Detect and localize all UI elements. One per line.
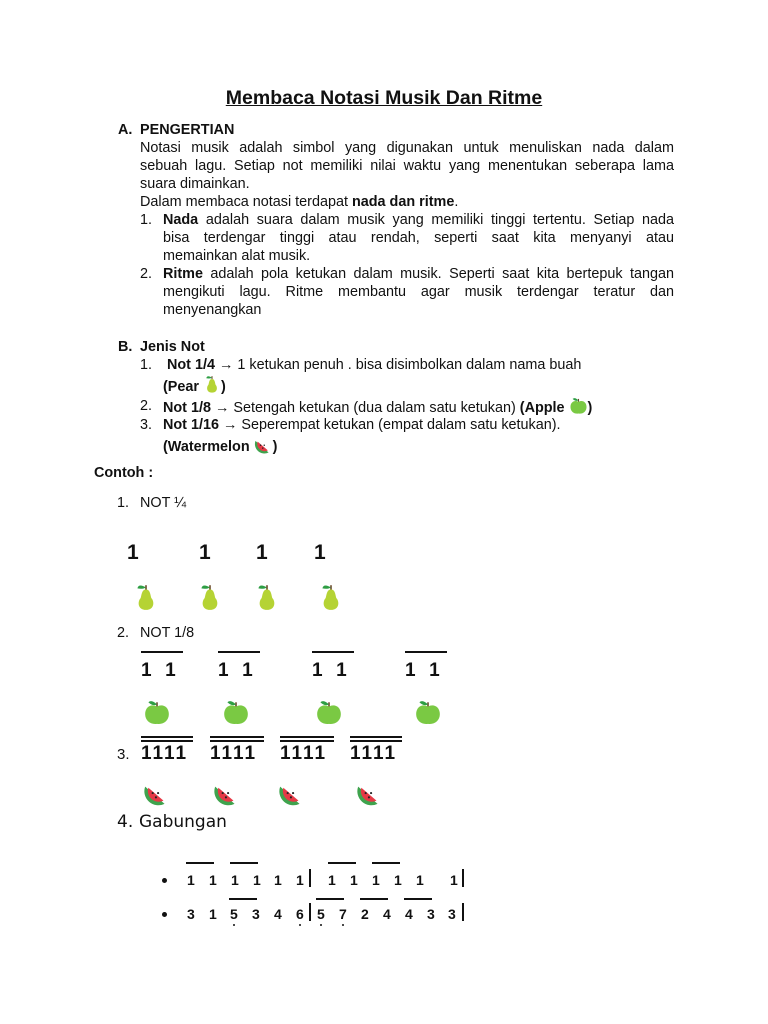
list-number: 1. — [140, 357, 153, 373]
beam-line — [210, 740, 264, 742]
list-number: 2. — [140, 266, 153, 282]
note: 1 — [328, 872, 336, 888]
list-number: 2. — [140, 398, 153, 414]
list-item-not-eighth: Not 1/8 → Setengah ketukan (dua dalam satu ketukan) (Apple ) — [163, 397, 592, 417]
note: 4 — [274, 906, 282, 922]
beam-line — [218, 651, 260, 653]
note: 3 — [187, 906, 195, 922]
beam-line — [141, 651, 183, 653]
note-quarter: 1 — [256, 541, 268, 564]
note: 1 — [253, 872, 261, 888]
beam-line — [230, 862, 258, 864]
section-a-heading: PENGERTIAN — [140, 122, 235, 138]
watermelon-icon — [356, 778, 384, 806]
watermelon-icon — [143, 778, 171, 806]
note-eighth-group: 1 1 — [312, 660, 348, 681]
watermelon-icon — [254, 436, 273, 454]
list-item-line: bisa terdengar tinggi atau rendah, seperti saat kita menyanyi atau — [163, 230, 674, 246]
pear-icon — [197, 582, 223, 612]
note: 1 — [296, 872, 304, 888]
pear-icon — [203, 376, 221, 394]
list-item-not-quarter: Not 1/4 → 1 ketukan penuh . bisa disimbolkan dalam nama buah — [167, 357, 582, 373]
note: 6 — [296, 906, 304, 922]
pear-icon — [318, 582, 344, 612]
beam-line — [405, 651, 447, 653]
beam-line — [186, 862, 214, 864]
low-octave-dot — [233, 924, 235, 926]
beam-line — [229, 898, 257, 900]
beam-line — [372, 862, 400, 864]
section-a-intro: Dalam membaca notasi terdapat nada dan ritme. — [140, 194, 459, 210]
list-item-line: mengikuti lagu. Ritme membantu agar musik terdengar teratur dan — [163, 284, 674, 300]
watermelon-icon — [278, 778, 306, 806]
note-quarter: 1 — [199, 541, 211, 564]
note: 3 — [448, 906, 456, 922]
beam-line — [404, 898, 432, 900]
list-item-nada: Nada adalah suara dalam musik yang memiliki tinggi tertentu. Setiap nada — [163, 212, 674, 228]
list-number: 1. — [140, 212, 153, 228]
list-item-line: memainkan alat musik. — [163, 248, 311, 264]
beam-line — [312, 651, 354, 653]
example-number: 4. — [117, 812, 134, 832]
note-quarter: 1 — [314, 541, 326, 564]
list-item-not-sixteenth: Not 1/16 → Seperempat ketukan (empat dalam satu ketukan). — [163, 417, 561, 433]
example-number: 3. — [117, 746, 130, 763]
list-item-ritme: Ritme adalah pola ketukan dalam musik. Seperti saat kita bertepuk tangan — [163, 266, 674, 282]
beam-line — [210, 736, 264, 738]
note: 3 — [252, 906, 260, 922]
pear-icon — [254, 582, 280, 612]
note: 1 — [209, 872, 217, 888]
example-number: 2. — [117, 625, 130, 641]
pear-icon — [133, 582, 159, 612]
note: 1 — [450, 872, 458, 888]
note-sixteenth-group: 1111 — [280, 743, 328, 764]
list-item-line: menyenangkan — [163, 302, 262, 318]
low-octave-dot — [320, 924, 322, 926]
pear-label: (Pear ) — [163, 376, 226, 396]
watermelon-label: (Watermelon ) — [163, 436, 277, 456]
note-sixteenth-group: 1111 — [141, 743, 189, 764]
note: 5 — [317, 906, 325, 922]
page-title: Membaca Notasi Musik Dan Ritme — [225, 87, 543, 109]
note: 1 — [416, 872, 424, 888]
note: 1 — [394, 872, 402, 888]
section-a-para-line: suara dimainkan. — [140, 176, 250, 192]
bullet — [162, 878, 167, 883]
beam-line — [328, 862, 356, 864]
note: 4 — [405, 906, 413, 922]
bullet — [162, 912, 167, 917]
section-b-marker: B. — [118, 339, 133, 355]
note: 1 — [372, 872, 380, 888]
beam-line — [350, 736, 402, 738]
note-eighth-group: 1 1 — [141, 660, 177, 681]
bar-line — [309, 869, 311, 887]
bar-line — [462, 903, 464, 921]
apple-icon — [569, 397, 588, 415]
note-quarter: 1 — [127, 541, 139, 564]
beam-line — [141, 740, 193, 742]
watermelon-icon — [213, 778, 241, 806]
note: 5 — [230, 906, 238, 922]
beam-line — [316, 898, 344, 900]
low-octave-dot — [342, 924, 344, 926]
note: 1 — [209, 906, 217, 922]
example-number: 1. — [117, 495, 130, 511]
beam-line — [360, 898, 388, 900]
beam-line — [280, 736, 334, 738]
beam-line — [350, 740, 402, 742]
note: 3 — [427, 906, 435, 922]
note: 7 — [339, 906, 347, 922]
example-label: NOT ¼ — [140, 495, 187, 511]
section-b-heading: Jenis Not — [140, 339, 205, 355]
example-label: NOT 1/8 — [140, 625, 195, 641]
low-octave-dot — [299, 924, 301, 926]
note-eighth-group: 1 1 — [218, 660, 254, 681]
beam-line — [141, 736, 193, 738]
apple-icon — [143, 698, 171, 726]
section-a-marker: A. — [118, 122, 133, 138]
note: 2 — [361, 906, 369, 922]
note: 1 — [274, 872, 282, 888]
bar-line — [309, 903, 311, 921]
section-a-para-line: sebuah lagu. Setiap not memiliki nilai waktu yang menentukan seberapa lama — [140, 158, 674, 174]
note: 1 — [187, 872, 195, 888]
note-sixteenth-group: 1111 — [210, 743, 258, 764]
note-sixteenth-group: 1111 — [350, 743, 398, 764]
note-eighth-group: 1 1 — [405, 660, 441, 681]
apple-icon — [222, 698, 250, 726]
note: 4 — [383, 906, 391, 922]
bar-line — [462, 869, 464, 887]
apple-icon — [414, 698, 442, 726]
example-label: Gabungan — [139, 812, 227, 832]
contoh-label: Contoh : — [94, 465, 154, 481]
note: 1 — [231, 872, 239, 888]
apple-icon — [315, 698, 343, 726]
note: 1 — [350, 872, 358, 888]
beam-line — [280, 740, 334, 742]
list-number: 3. — [140, 417, 153, 433]
section-a-para-line: Notasi musik adalah simbol yang digunakan untuk menuliskan nada dalam — [140, 140, 674, 156]
